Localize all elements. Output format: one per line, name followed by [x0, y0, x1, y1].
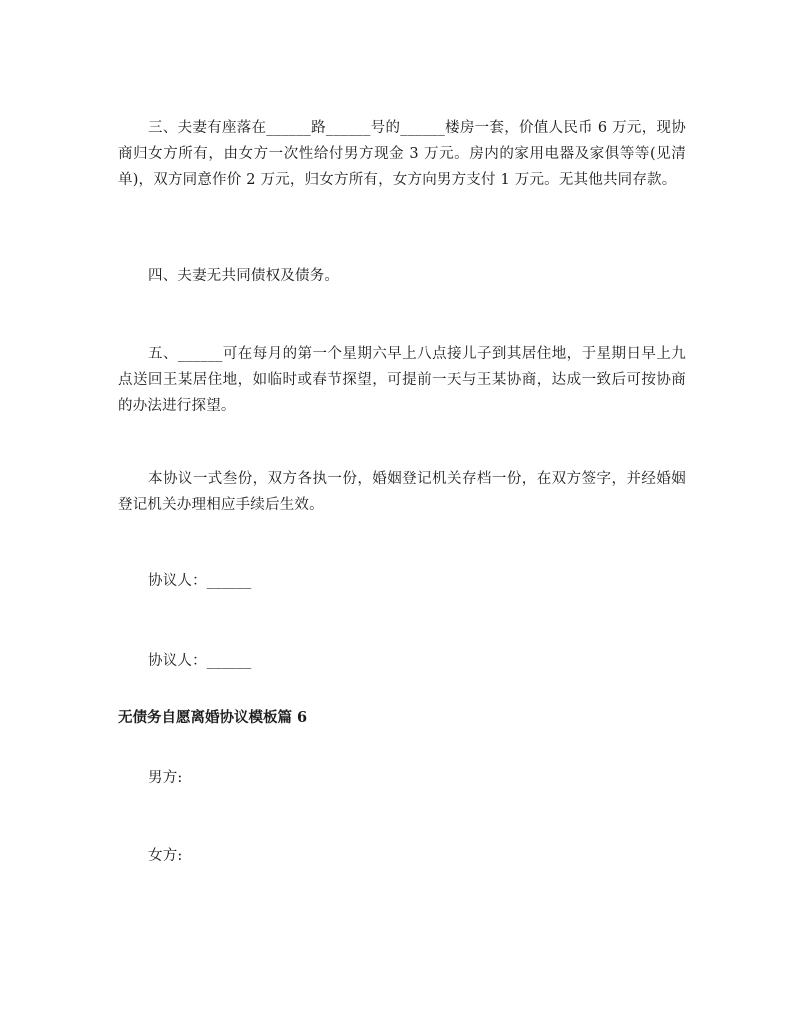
agreement-closing-paragraph: 本协议一式叁份，双方各执一份，婚姻登记机关存档一份，在双方签字，并经婚姻登记机关办理相应手续后生效。: [118, 471, 686, 513]
section-title: 无债务自愿离婚协议模板篇 6: [118, 709, 308, 726]
female-party-label: 女方:: [148, 848, 183, 864]
signatory-line-2: 协议人：______: [148, 653, 252, 669]
male-party-label: 男方:: [148, 770, 183, 786]
clause-four-debts: 四、夫妻无共同债权及债务。: [148, 268, 340, 284]
clause-three-property: 三、夫妻有座落在______路______号的______楼房一套，价值人民币 6 万元，现协商归女方所有，由女方一次性给付男方现金 3 万元。房内的家用电器及家俱等等(见清单)，双方同意作价 2 万元，归女方所有，女方向男方支付 1 万元。无其他共同存款。: [118, 120, 686, 188]
clause-five-visitation: 五、______可在每月的第一个星期六早上八点接儿子到其居住地，于星期日早上九点送回王某居住地，如临时或春节探望，可提前一天与王某协商，达成一致后可按协商的办法进行探望。: [118, 346, 686, 414]
signatory-line-1: 协议人：______: [148, 573, 252, 589]
